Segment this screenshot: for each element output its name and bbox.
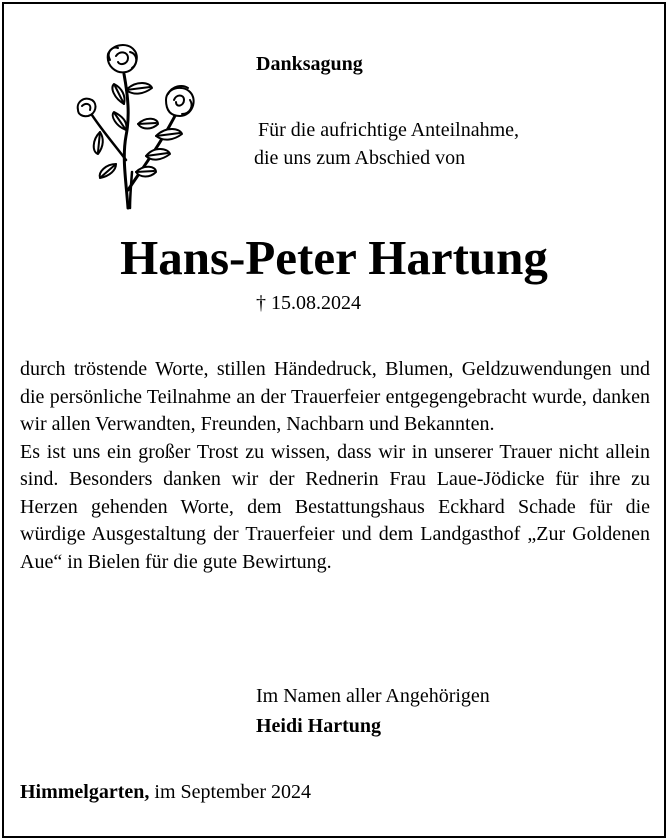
date: im September 2024 <box>154 781 312 803</box>
place: Himmelgarten, <box>20 781 150 803</box>
notice-heading: Danksagung <box>256 53 363 75</box>
signature-block <box>256 681 490 741</box>
thanks-paragraph-2: Es ist uns ein großer Trost zu wissen, dass wir in unserer Trauer nicht allein sind. Besonders danken wir der Rednerin Frau Laue-Jödicke für ihre zu Herzen gehenden Worte, dem Bestattungshaus Eckhard Schade für die würdige Ausgestaltung der Trauerfeier und dem Landgasthof „Zur Goldenen Aue“ in Bielen für die gute Bewirtung. <box>20 440 650 573</box>
place-date-line <box>20 778 311 806</box>
intro-line-2: die uns zum Abschied von <box>254 147 466 169</box>
signer-name: Heidi Hartung <box>256 715 382 737</box>
death-date: † 15.08.2024 <box>256 292 361 314</box>
intro-text <box>254 116 519 172</box>
thanks-body <box>20 356 650 576</box>
intro-line-1: Für die aufrichtige Anteilnahme, <box>258 119 520 141</box>
deceased-name: Hans-Peter Hartung <box>120 230 548 285</box>
roses-icon <box>70 40 210 212</box>
signature-intro: Im Namen aller Angehörigen <box>256 685 490 707</box>
thanks-paragraph-1: durch tröstende Worte, stillen Händedruck, Blumen, Geldzuwendungen und die persönliche Teilnahme an der Trauerfeier entgegengebracht wurde, danken wir allen Verwandten, Freunden, Nachbarn und Bekannten. <box>20 358 650 435</box>
